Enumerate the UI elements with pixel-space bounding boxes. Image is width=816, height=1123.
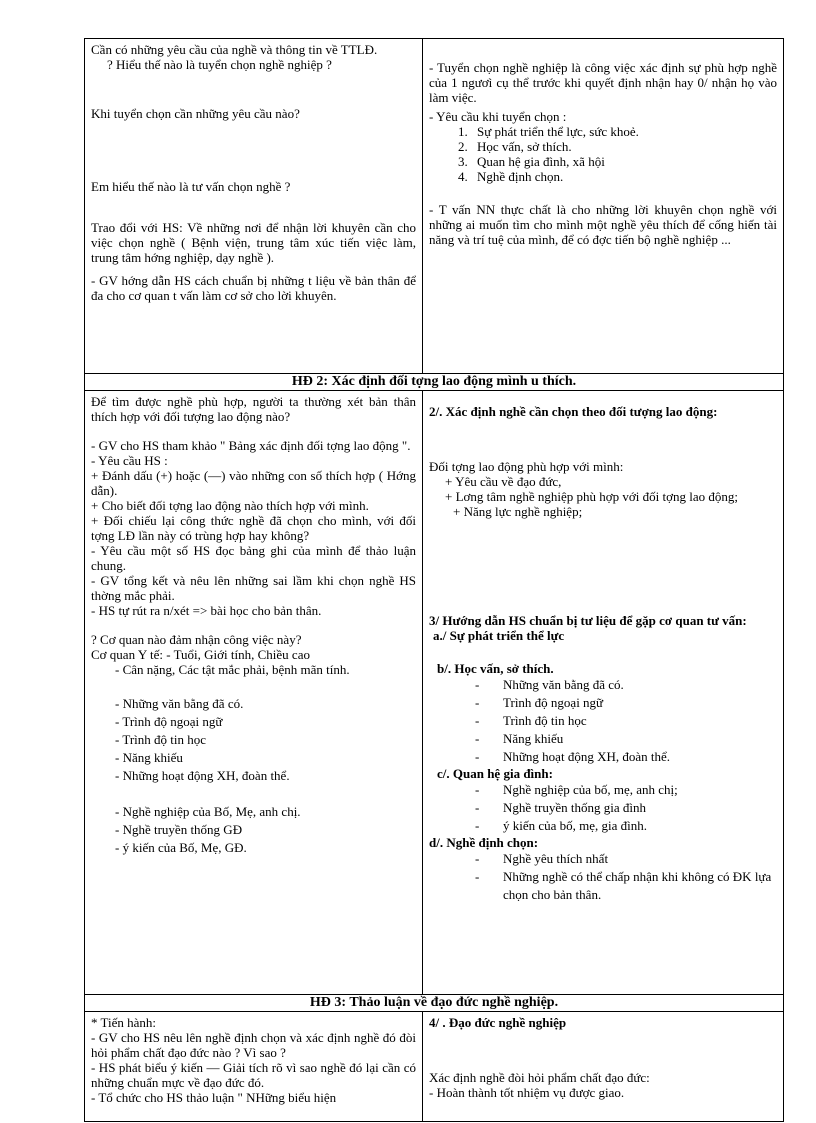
education-list: [91, 695, 416, 785]
paragraph: - T vấn NN thực chất là cho những lời khuyên chọn nghề với những ai muốn tìm cho mình một nghề yêu thích để cống hiến tài năng và trí tuệ của mình, để có đợc tiến bộ nghề nghiệp ...: [429, 202, 777, 247]
list-item: - Trình độ ngoại ngữ: [115, 714, 223, 729]
table-row: [85, 1012, 784, 1122]
paragraph: - Yêu cầu khi tuyển chọn :: [429, 109, 567, 124]
paragraph: - Cân nặng, Các tật mắc phải, bệnh mãn tính.: [115, 662, 350, 677]
paragraph: - HS tự rút ra n/xét => bài học cho bản thân.: [91, 603, 322, 618]
list-item: - Nghề nghiệp của Bố, Mẹ, anh chị.: [115, 804, 301, 819]
paragraph: - Hoàn thành tốt nhiệm vụ được giao.: [429, 1085, 625, 1100]
list-item: - Những nghề có thể chấp nhận khi không có ĐK lựa chọn cho bản thân.: [429, 868, 777, 904]
list-item: 1. Sự phát triển thể lực, sức khoẻ.: [471, 124, 777, 139]
section-heading: 3/ Hướng dẫn HS chuẩn bị tư liệu để gặp cơ quan tư vấn:: [429, 613, 747, 628]
teacher-activity-cell: [85, 1012, 423, 1122]
paragraph: - Yêu cầu một số HS đọc bảng ghi của mình để thảo luận chung.: [91, 543, 416, 573]
section-heading: 2/. Xác định nghề cần chọn theo đối tượng lao động:: [429, 404, 718, 419]
paragraph: Trao đổi với HS: Về những nơi để nhận lời khuyên cần cho việc chọn nghề ( Bệnh viện, trung tâm xúc tiến việc làm, trung tâm hớng nghiệp, dạy nghề ).: [91, 220, 416, 265]
paragraph: + Lơng tâm nghề nghiệp phù hợp với đối tợng lao động;: [445, 489, 738, 504]
paragraph: + Cho biết đối tợng lao động nào thích hợp với mình.: [91, 498, 369, 513]
list-item: - Trình độ ngoại ngữ: [429, 694, 777, 712]
family-list: [429, 781, 777, 835]
paragraph: Cần có những yêu cầu của nghề và thông tin về TTLĐ.: [91, 42, 378, 57]
lesson-table: [84, 38, 784, 1122]
question: ? Cơ quan nào đảm nhận công việc này?: [91, 632, 302, 647]
paragraph: + Đánh dấu (+) hoặc (—) vào những con số thích hợp ( Hớng dẫn).: [91, 468, 416, 498]
table-row: [85, 995, 784, 1012]
list-item: - Nghề nghiệp của bố, mẹ, anh chị;: [429, 781, 777, 799]
paragraph: + Đối chiếu lại công thức nghề đã chọn cho mình, với đối tợng LĐ lần này có trùng hợp hay không?: [91, 513, 416, 543]
table-row: [85, 39, 784, 374]
table-row: [85, 391, 784, 995]
table-row: [85, 374, 784, 391]
paragraph: Xác định nghề đòi hỏi phẩm chất đạo đức:: [429, 1070, 650, 1085]
question: ? Hiểu thế nào là tuyển chọn nghề nghiệp ?: [107, 57, 332, 72]
list-item: 2. Học vấn, sở thích.: [471, 139, 777, 154]
career-choice-list: [429, 850, 777, 904]
list-item: - Những hoạt động XH, đoàn thể.: [429, 748, 777, 766]
paragraph: - HS phát biểu ý kiến — Giải tích rõ vì sao nghề đó lại cần có những chuẩn mực về đạo đức đó.: [91, 1060, 416, 1090]
list-item: - Những văn bằng đã có.: [115, 696, 244, 711]
paragraph: - GV cho HS tham khảo " Bảng xác định đối tợng lao động ".: [91, 438, 411, 453]
list-item: - Trình độ tin học: [429, 712, 777, 730]
paragraph: - Tuyển chọn nghề nghiệp là công việc xác định sự phù hợp nghề của 1 ngươì cụ thể trước khi quyết định nhận hay 0/ nhận họ vào làm việc.: [429, 60, 777, 105]
paragraph: - Yêu cầu HS :: [91, 453, 168, 468]
question: Em hiểu thế nào là tư vấn chọn nghề ?: [91, 179, 291, 194]
list-item: - ý kiến của bố, mẹ, gia đình.: [429, 817, 777, 835]
paragraph: - GV cho HS nêu lên nghề định chọn và xác định nghề đó đòi hỏi phẩm chất đạo đức nào ? Vì sao ?: [91, 1030, 416, 1060]
teacher-activity-cell: [85, 391, 423, 995]
activity-heading: HĐ 3: Thảo luận về đạo đức nghề nghiệp.: [85, 995, 784, 1012]
list-item: - Năng khiếu: [429, 730, 777, 748]
list-item: 3. Quan hệ gia đình, xã hội: [471, 154, 777, 169]
subsection-heading: b/. Học vấn, sở thích.: [437, 661, 554, 676]
education-list: [429, 676, 777, 766]
list-item: - Nghề truyền thống GĐ: [115, 822, 243, 837]
document-page: [84, 38, 784, 1123]
list-item: - Nghề truyền thống gia đình: [429, 799, 777, 817]
paragraph: + Yêu cầu về đạo đức,: [445, 474, 562, 489]
teacher-activity-cell: [85, 39, 423, 374]
paragraph: Đối tợng lao động phù hợp với mình:: [429, 459, 624, 474]
paragraph: + Năng lực nghề nghiệp;: [453, 504, 583, 519]
paragraph: Cơ quan Y tế: - Tuổi, Giới tính, Chiều cao: [91, 647, 310, 662]
subsection-heading: d/. Nghề định chọn:: [429, 835, 539, 850]
paragraph: - Tổ chức cho HS thảo luận " NHững biểu hiện: [91, 1090, 337, 1105]
list-item: - Những văn bằng đã có.: [429, 676, 777, 694]
paragraph: - GV hớng dẫn HS cách chuẩn bị những t liệu về bản thân để đa cho cơ quan t vấn làm cơ sở cho lời khuyên.: [91, 273, 416, 303]
paragraph: - GV tổng kết và nêu lên những sai lầm khi chọn nghề HS thờng mắc phải.: [91, 573, 416, 603]
list-item: 4. Nghề định chọn.: [471, 169, 777, 184]
requirement-list: [429, 124, 777, 184]
subsection-heading: a./ Sự phát triển thể lực: [433, 628, 565, 643]
content-cell: [423, 39, 784, 374]
subsection-heading: c/. Quan hệ gia đình:: [437, 766, 553, 781]
question: Khi tuyển chọn cần những yêu cầu nào?: [91, 106, 300, 121]
list-item: - ý kiến của Bố, Mẹ, GĐ.: [115, 840, 247, 855]
list-item: - Năng khiếu: [115, 750, 183, 765]
content-cell: [423, 1012, 784, 1122]
content-cell: [423, 391, 784, 995]
paragraph: Để tìm được nghề phù hợp, người ta thường xét bản thân thích hợp với đối tượng lao động nào?: [91, 394, 416, 424]
section-heading: 4/ . Đạo đức nghề nghiệp: [429, 1015, 567, 1030]
list-item: - Nghề yêu thích nhất: [429, 850, 777, 868]
list-item: - Những hoạt động XH, đoàn thể.: [115, 768, 290, 783]
list-item: - Trình độ tin học: [115, 732, 207, 747]
family-list: [91, 803, 416, 857]
activity-heading: HĐ 2: Xác định đối tợng lao động mình u thích.: [85, 374, 784, 391]
paragraph: * Tiến hành:: [91, 1015, 157, 1030]
